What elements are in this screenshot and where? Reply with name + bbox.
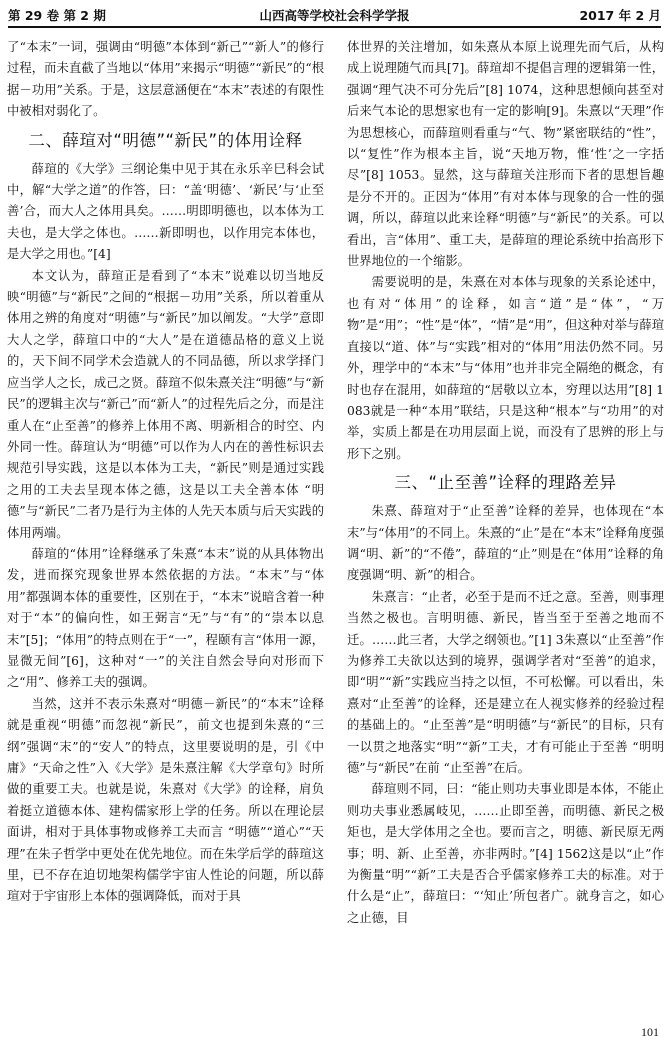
paragraph: 薛瑄的《大学》三纲论集中见于其在永乐辛巳科会试中，解“大学之道”的作答，曰：“盖‘明德’、‘新民’与‘止至善’合，而大人之体用具矣。……明即明德也，以本体为工夫也，是大学之体也。……新即明也，以作用完本体也，是大学之用也。”[4] <box>7 161 324 262</box>
paragraph: 当然，这并不表示朱熹对“明德－新民”的“本末”诠释就是重视“明德”而忽视“新民”，前文也提到朱熹的“三纲”强调“末”的“安人”的特点，这里要说明的是，引《中庸》“天命之性”入《大学》是朱熹注解《大学章句》时所做的重要工夫。也就是说，朱熹对《大学》的诠释，肩负着挺立道德本体、建构儒家形上学的任务。所以在理论层面讲，相对于具体事物或修养工夫而言 “明德”“道心”“天理”在朱子哲学中更处在优先地位。而在朱学后学的薛瑄这里，已不存在迫切地架构儒学宇宙人性论的问题，所以薛瑄对于宇宙形上本体的强调降低，而对于具 <box>7 696 324 904</box>
left-column <box>7 37 324 1022</box>
paragraph: 本文认为，薛瑄正是看到了“本末”说难以切当地反映“明德”与“新民”之间的“根据－功用”关系，所以着重从体用之辨的角度对“明德”与“新民”加以阐发。“大学”意即大人之学，薛瑄口中的“大人”是在道德品格的意义上说的，天下间不同学术会造就人的不同品德，所以求学择门应当学人之长，成己之贤。薛瑄不似朱熹关注“明德”与“新民”的逻辑主次与“新己”而“新人”的过程先后之分，而是注重人在“止至善”的修养上体用不离、明新相合的时空、内外同一性。薛瑄认为“明德”可以作为人内在的善性标识去规范引导实践，这是以本体为工夫，“新民”则是通过实践之用的工夫去呈现本体之德，这是以工夫全善本体 “明德”与“新民”二者乃是行为主体的人先天本质与后天实践的体用两端。 <box>7 268 324 540</box>
paragraph: 需要说明的是，朱熹在对本体与现象的关系论述中，也有对“体用”的诠释，如言“道”是“体”，“万物”是“用”；“性”是“体”，“情”是“用”，但这种对举与薛瑄直接以“道、体”与“实践”相对的“体用”用法仍然不同。另外，理学中的“本末”与“体用”也并非完全隔绝的概念，有时也存在混用，如薛瑄的“居敬以立本，穷理以达用”[8] 1083就是一种“本用”联结，只是这种“根本”与“功用”的对举，实质上都是在功用层面上说，而没有了思辨的形上与形下之别。 <box>347 275 664 461</box>
volume-issue: 第 29 卷 第 2 期 <box>8 8 106 23</box>
journal-title: 山西高等学校社会科学学报 <box>259 8 410 23</box>
paragraph: 朱熹、薛瑄对于“止至善”诠释的差异，也体现在“本末”与“体用”的不同上。朱熹的“止”是在“本末”诠释角度强调“明、新”的“不倦”，薛瑄的“止”则是在“体用”诠释的角度强调“明、新”的相合。 <box>347 504 664 583</box>
paragraph: 体世界的关注增加，如朱熹从本原上说理先而气后，从构成上说理随气而具[7]。薛瑄却不提倡言理的逻辑第一性，强调“理气决不可分先后”[8] 1074，这种思想倾向甚至对后来气本论的思想家也有一定的影响[9]。朱熹以“天理”作为思想核心，而薛瑄则看重与“气、物”紧密联结的“性”，以“复性”作为根本主旨，说“天地万物，惟‘性’之一字括尽”[8] 1053。显然，这与薛瑄关注形而下者的思想旨趣是分不开的。正因为“体用”有对本体与现象的合一性的强调，所以，薛瑄以此来诠释“明德”与“新民”的关系。可以看出，言“体用”、重工夫，是薛瑄的理论系统中抬高形下世界地位的一个缩影。 <box>347 40 664 269</box>
page-number: 101 <box>641 1025 659 1039</box>
paragraph: 朱熹言：“止者，必至于是而不迁之意。至善，则事理当然之极也。言明明德、新民，皆当至于至善之地而不迁。……此三者，大学之纲领也。”[1] 3朱熹以“止至善”作为修养工夫欲以达到的境界，强调学者对“至善”的追求，即“明”“新”实践应当持之以恒，不可松懈。可以看出，朱熹对“止至善”的诠释，还是建立在人视实修养的经验过程的基础上的。“止至善”是“明明德”与“新民”的目标，只有一以贯之地落实“明”“新”工夫，才有可能止于至善 “明明德”与“新民”在前 “止至善”在后。 <box>347 589 664 775</box>
running-header <box>8 4 661 28</box>
right-column <box>347 37 664 1022</box>
section-heading-2: 二、薛瑄对“明德”“新民”的体用诠释 <box>28 130 303 150</box>
paragraph: 了“本末”一词，强调由“明德”本体到“新己”“新人”的修行过程，而未直截了当地以“体用”来揭示“明德”“新民”的“根据－功用”关系。于是，这层意涵便在“本末”表述的有限性中被相对弱化了。 <box>7 40 324 119</box>
publication-date: 2017 年 2 月 <box>579 8 661 23</box>
section-heading-3: 三、“止至善”诠释的理路差异 <box>394 473 617 493</box>
paragraph: 薛瑄则不同，曰：“能止则功夫事业即是本体，不能止则功夫事业悉属岐见，……止即至善，而明德、新民之极矩也，是大学体用之全也。要而言之，明德、新民原无两事；明、新、止至善，亦非两时。”[4] 1562这是以“止”作为衡量“明”“新”工夫是否合乎儒家修养工夫的标准。对于什么是“止”，薛瑄曰：“‘知止’所包者广。就身言之，如心之止德，目 <box>347 782 664 925</box>
paragraph: 薛瑄的“体用”诠释继承了朱熹“本末”说的从具体物出发，进而探究现象世界本然依据的方法。“本末”与“体用”都强调本体的重要性，区别在于，“本末”说暗含着一种对于“本”的偏向性，如王弼言“无”与“有”的“崇本以息末”[5]；“体用”的特点则在于“一”，程颐有言“体用一源，显微无间”[6]，这种对“一”的关注自然会导向对形而下之“用”、修养工夫的强调。 <box>7 546 324 690</box>
